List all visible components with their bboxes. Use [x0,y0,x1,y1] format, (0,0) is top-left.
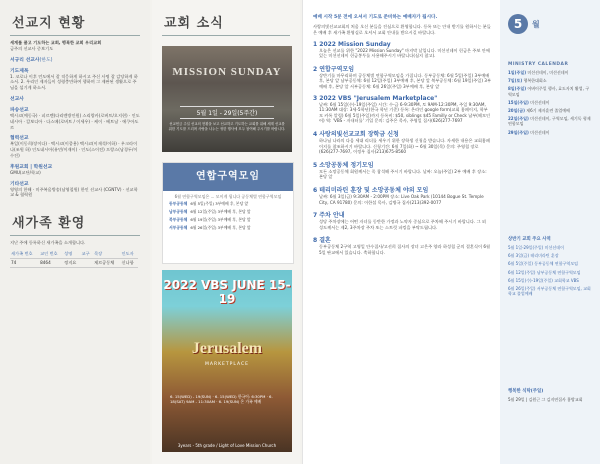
month-label: 월 [532,19,540,29]
table-row [10,258,138,267]
table-header: 새가족 번호 [10,250,39,259]
announcements-column [302,0,502,464]
table-header: 인도자 [121,250,139,259]
list-item: 6월 3일(금) 테리미라틴 훈장 [508,253,559,259]
list-item: 15일(주일) 미션선데이 [508,99,550,105]
union-meeting-sub: 6월 연합구역모임은 ... 모이게 됩니다 공동체별 연합구역모임 [174,194,282,199]
mission-sunday-banner [162,46,292,152]
announcement-item: 5 소망공동체 정기모임 모든 소망공동체 회원께서는 꼭 참석해 주시기 바랍니다. 날짜: 오늘(주일) 2부 예배 후 장소: 본당 앞 [313,161,487,180]
announcement-item: 6 테리미라틴 훈장 및 소망공동체 야외 모임 날짜: 6월 3일(금) 9:30AM - 2:00PM 장소: Live Oak Park (10144 Bogue St. Temple City, CA 91780) 문의: 이한섭 목사, 김병국 집사(213)392-0077 [313,186,484,205]
list-item: 6월 26일(주일) 서부공동체 연합구역모임, 교회학교 졸업예배 [508,286,591,297]
list-item: 동부공동체 6월 5일(주일) 3부예배 후, 본당 앞 [169,201,249,206]
table-header: 성명 [63,250,80,259]
newcomer-title: 새가족 환영 [12,216,86,232]
partner-missions-text: 복일(이동희/장이다) · 맥시코(이종용) 맥시코(이재석/이하) · 우크라이나(조원 하) 인도네시아(유민/이재이) · 인도(스이전) 프랑스(남경두/이 수진) [10,141,138,158]
table-cell [81,258,93,267]
happy-table-heading: 행복한 식탁(주일) [508,389,544,394]
mission-title: 선교지 현황 [12,16,86,31]
table-cell: 정지요 [63,258,80,267]
list-item: 1일(주일) 미션선데이, 미션선데이 [508,70,569,75]
list-item: 6월 15일(수)-19일(주일) 교회학교 VBS [508,277,579,283]
announcement-item: 3 2022 VBS "Jerusalem Marketplace" 날짜: 6월 15일(수)-19일(주일) 시간: 수-금 6-9:30PM, 토 9AM-12:30PM, 주일 9:30AM, 11:30AM 대상: 3세-5학년(한국 학년 기준) 등록: 온라인 google form(교회 홈페이지, 학부모 카톡 알림) 6월 5일(주일)까지 등록비: $50, siblings $45 Familly or Check 납부(헤모인어) 역: 'VBS - 자내터를' 기입 문의: 김주은 목사, 주영일 집사(626)277-7697 [313,94,491,124]
list-item: 6월 5일(주일) 동부공동체 연합구역모임 [508,261,578,267]
table-header: 목장 [93,250,120,259]
newcomer-table [10,250,138,268]
table-cell: 8464 [39,258,63,267]
sent-missions-text: 맥시코(예동국) · 피르멘(다리엔방인원) 스리랑카(로버트/오지현) · 인도네시아 · 캄보디아 · 다스메(로버트 / 이세우) · 케이 · 베트남 · 에쿠아도르 [10,112,140,130]
announcement-item: 2 연합구역모임 상반기를 마무리하며 공동체별 연합구역모임을 가집니다. 동부공동체: 6월 5일(주일) 3부예배 후, 본당 앞 남부공동체: 6월 12일(주일) 3부예배 후, 본당 앞 북부공동체: 6월 19일(주일) 3부예배 후, 본당 앞 서부공동체: 6월 26일(주일) 3부예배 후, 본당 앞 [313,65,491,89]
union-meeting-title: 연합구역모임 [163,163,293,191]
worship-note: 예배 시작 5분 전에 오셔서 기도로 준비하는 예배자가 됩시다. [313,15,438,20]
divider [162,35,290,36]
other-missions-text: 영영의 한해 · 미주복음방송(남영철원) 한인 선교사 (CGNTV) · 선교학교 & 협력원 [10,186,138,198]
calendar-column [500,0,600,464]
mission-column [0,0,150,464]
vbs-info: 6. 15(WED) - 19(SUN) · 6. 15(WED) 한국어: 6:30PM · 6. 18(SAT) 9AM - 11:30AM · 6. 19(SUN) 온 가족 예배 [170,394,273,404]
union-meeting-card [162,162,294,264]
other-missions-label: 기타선교 [10,181,29,187]
banner-date: 5월 1일 - 29일(5주간) [180,106,274,119]
major-ministries [508,236,592,299]
support-label: 후원교회 | 학원선교 [10,164,53,170]
ministries-heading: 상반기 교회 주요 사역 [508,237,551,242]
list-item: 20일(금) 제6기 제자훈련 졸업예배 [508,108,570,114]
list-item: 8일(주일) 어버이주일 행사, 효도자치 활업, 구역모임 [508,86,590,97]
announcement-item: 4 사랑의빛선교교회 장학금 신청 하나님 나라의 다음 세대 리더를 세우기 위한 장학생 신청을 받습니다. 자세한 내용은 교회홈페이지를 참조하시기 바랍니다. 신청기간: 6월 7일(화) ~ 6월 30일(목) 문의: 주영철 장로(626)277-7697, 이정우 집사(213)675-8560 [313,130,491,155]
news-column [152,0,300,464]
announcement-item: 7 주차 안내 성당 주차장에는 어떤 자녀를 동반한 가정과 노약자 중심으로 주차해 주시기 바랍니다. 그 외 성도께서는 제2, 3주차장 주차 또는 스트릿 파킹을 부탁드립니다. [313,212,486,230]
missionary-section-label: 선교사 [10,96,24,102]
missionary-name: 서규리 선교사(한도) [10,57,53,63]
mission-intro: 세계를 품고 기도하는 교회, 행복한 교회 우리교회 [10,40,102,45]
news-title: 교회 소식 [164,16,224,31]
pray-label: 기도제목 [10,68,29,74]
vbs-subname: MARKETPLACE [205,362,249,367]
list-item: 7일(토) 행복한대회소 [508,78,547,84]
month-number: 5 [508,14,528,34]
pray-text: 1. 코로나 이후 언도에서 잘 적응하게 하시고 주신 사명 잘 감당하게 하소서. 2. 우리인 제자들이 성령충만하여 행하며 그 제판된 생활으로 주님을 섬기게 하소서. [10,73,138,91]
welcome-intro: 사랑의빛선교교회의 처음 오신 분들을 진심으로 환영합니다. 등록 또는 안내 받기를 원하시는 분들은 예배 후 새가족 환영실로 오셔서 교회 안내를 받으시길 바랍니다. [313,24,491,35]
mission-sub: 금주의 선교사 중보기도 [10,45,54,51]
list-item: 22일(주일) 미션선데이, 구역모임, 세기독 형제연합모임 [508,116,591,127]
happy-table [508,388,592,402]
list-item: 5월 1일-29일(주일) 미션선데이 [508,245,564,250]
vbs-title: 2022 VBS JUNE 15-19 [163,278,291,306]
banner-text: 선교헌금 주일 선교의 현황을 보고 선교하고 기도하는 교회를 위해 세계 선교를 위한 기도를 드리며 사랑을 나누는 귀한 행사에 모두 참여해 주시기를 바랍니다. [168,122,286,131]
announcement-item: 1 2022 Mission Sunday 오늘은 선교를 위한 "2022 Mission Sunday" 마지막 날입니다. 미션선데이 헌금은 주보 안에 있는 미션선데이 헌금봉투를 사용해주시기 바랍니다(심지 참고). [313,40,490,59]
divider [10,235,140,236]
table-header: 교구 [81,250,93,259]
table-header: 교인 번호 [39,250,63,259]
vbs-footer: 3years - 5th grade / Light of Love Mission Church [177,443,277,448]
newcomer-sub: 지난 주에 등록하신 새가족을 소개합니다. [10,240,86,246]
calendar-heading: MINISTRY CALENDAR [508,62,569,67]
list-item: 29일(주일) 미션선데이 [508,129,550,135]
happy-table-text: 5월 29일 | 김원근 그 김지연집사 홈밤교회 [508,397,583,402]
ministry-calendar [508,62,592,138]
vbs-name: Jerusalem [191,340,263,357]
month-header [508,14,540,34]
table-cell: 74 [10,258,39,267]
sent-missions-label: 파송선교 [10,107,29,113]
banner-title: MISSION SUNDAY [172,66,282,78]
list-item: 6월 12일(주일) 남부공동체 연합구역모임 [508,269,581,275]
partner-missions-label: 협력선교 [10,136,29,142]
list-item: 남부공동체 6월 12일(주일) 3부예배 후, 본당 앞 [169,209,251,214]
divider [10,35,140,36]
table-cell: 신나항 [121,258,139,267]
vbs-poster [162,270,292,452]
announcement-item: 8 결혼 동부공동체 2구역 고영일 안수집사/고선희 집사의 장녀 고은주 양과 하성철 군의 결혼식이 6월 5일 판교에서 있습니다. 축하합니다. [313,237,491,255]
list-item: 서부공동체 6월 26일(주일) 3부예배 후, 본당 앞 [169,225,251,230]
list-item: 북부공동체 6월 19일(주일) 3부예배 후, 본당 앞 [169,217,251,222]
support-text: GMU(교단/학교) [10,169,41,175]
table-cell: 제르공동체 [93,258,120,267]
